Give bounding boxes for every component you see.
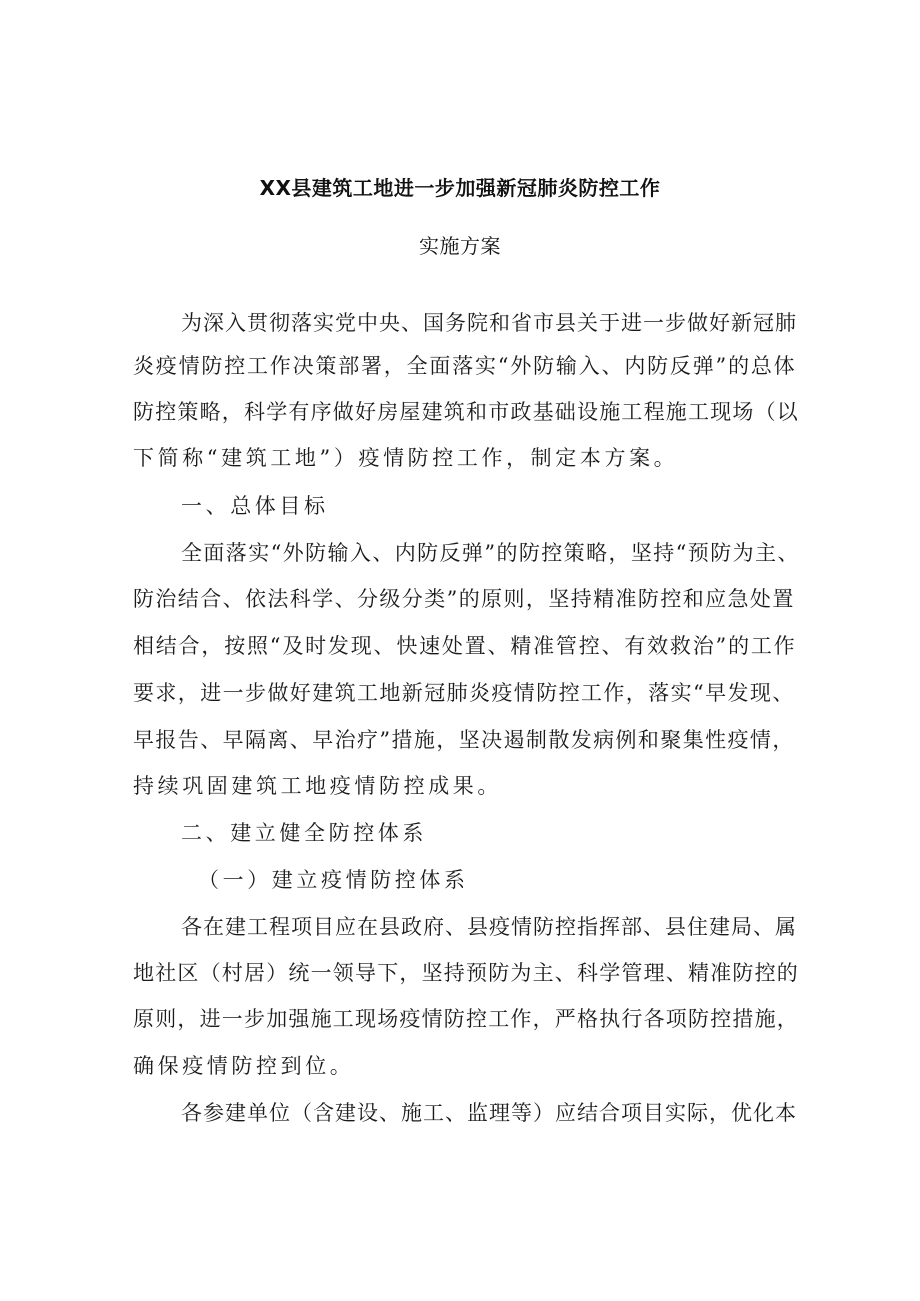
- section-heading: 一、总体目标: [181, 494, 329, 518]
- paragraph-line: 各参建单位（含建设、施工、监理等）应结合项目实际，优化本: [181, 1101, 797, 1125]
- section-heading: 二、建立健全防控体系: [181, 821, 427, 845]
- intro-line: 下简称“建筑工地”）疫情防控工作，制定本方案。: [133, 446, 679, 470]
- paragraph-line: 相结合，按照“及时发现、快速处置、精准管控、有效救治”的工作: [133, 634, 797, 658]
- intro-line: 炎疫情防控工作决策部署，全面落实“外防输入、内防反弹”的总体: [133, 354, 797, 378]
- paragraph-line: 要求，进一步做好建筑工地新冠肺炎疫情防控工作，落实“早发现、: [133, 681, 795, 705]
- paragraph-line: 全面落实“外防输入、内防反弹”的防控策略，坚持“预防为主、: [181, 541, 800, 565]
- paragraph-line: 持续巩固建筑工地疫情防控成果。: [133, 774, 502, 798]
- paragraph-line: 各在建工程项目应在县政府、县疫情防控指挥部、县住建局、属: [181, 915, 797, 939]
- document-title-line2: 实施方案: [419, 234, 501, 258]
- paragraph-line: 防治结合、依法科学、分级分类”的原则，坚持精准防控和应急处置: [133, 587, 795, 611]
- paragraph-line: 地社区（村居）统一领导下，坚持预防为主、科学管理、精准防控的: [133, 961, 799, 985]
- paragraph-line: 早报告、早隔离、早治疗”措施，坚决遏制散发病例和聚集性疫情，: [133, 728, 795, 752]
- paragraph-line: 原则，进一步加强施工现场疫情防控工作，严格执行各项防控措施，: [133, 1007, 799, 1031]
- intro-line: 为深入贯彻落实党中央、国务院和省市县关于进一步做好新冠肺: [181, 311, 797, 335]
- document-title: XX县建筑工地进一步加强新冠肺炎防控工作: [259, 176, 661, 200]
- paragraph-line: 确保疫情防控到位。: [133, 1054, 355, 1078]
- subsection-heading: （一）建立疫情防控体系: [198, 868, 469, 892]
- intro-line: 防控策略，科学有序做好房屋建筑和市政基础设施工程施工现场（以: [133, 400, 799, 424]
